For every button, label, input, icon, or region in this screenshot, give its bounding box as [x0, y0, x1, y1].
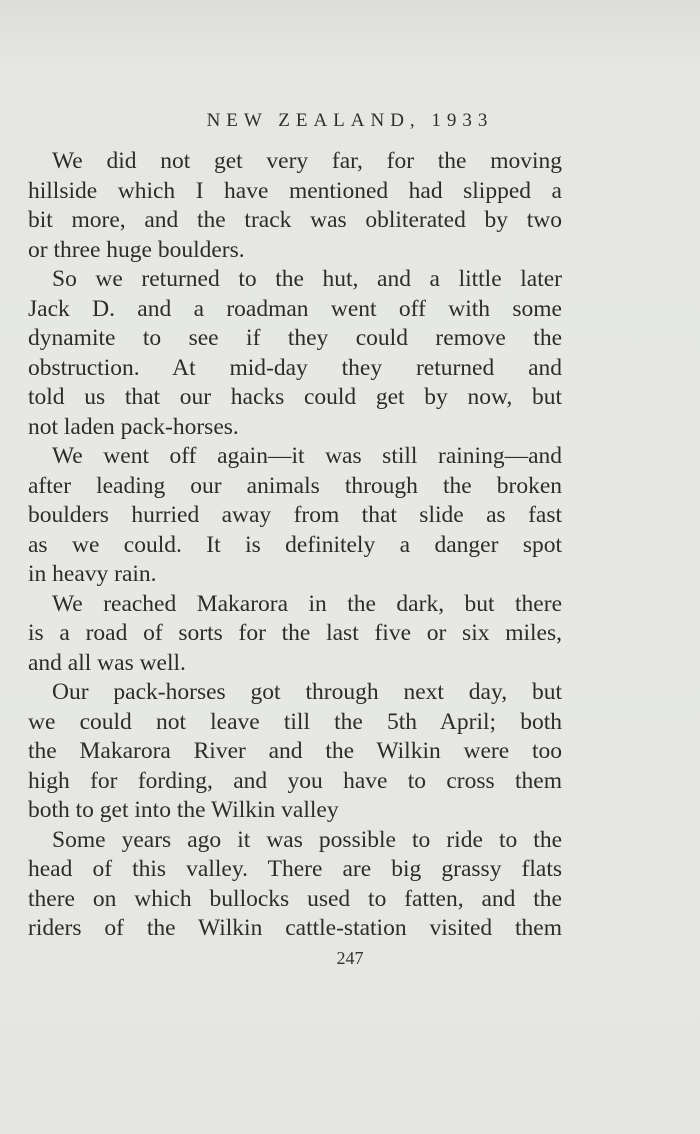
- text-line: as we could. It is definitely a danger spot: [28, 532, 562, 558]
- text-line: dynamite to see if they could remove the: [28, 325, 562, 351]
- text-line: we could not leave till the 5th April; both: [28, 709, 562, 735]
- text-line: both to get into the Wilkin valley: [28, 797, 339, 823]
- text-line: after leading our animals through the broken: [28, 473, 562, 499]
- text-line: We went off again—it was still raining—and: [52, 443, 562, 469]
- text-line: hillside which I have mentioned had slipped a: [28, 178, 562, 204]
- text-line: head of this valley. There are big grassy flats: [28, 856, 562, 882]
- text-line: not laden pack-horses.: [28, 414, 239, 440]
- text-line: bit more, and the track was obliterated by two: [28, 207, 562, 233]
- text-line: in heavy rain.: [28, 561, 157, 587]
- text-line: Jack D. and a roadman went off with some: [28, 296, 562, 322]
- text-line: So we returned to the hut, and a little later: [52, 266, 562, 292]
- text-line: there on which bullocks used to fatten, and the: [28, 886, 562, 912]
- page-number: 247: [336, 948, 364, 968]
- text-line: We did not get very far, for the moving: [52, 148, 562, 174]
- text-line: told us that our hacks could get by now, but: [28, 384, 562, 410]
- text-line: is a road of sorts for the last five or six miles,: [28, 620, 562, 646]
- text-line: Our pack-horses got through next day, but: [52, 679, 562, 705]
- running-header: NEW ZEALAND, 1933: [206, 110, 494, 131]
- text-line: high for fording, and you have to cross them: [28, 768, 562, 794]
- text-line: riders of the Wilkin cattle-station visited them: [28, 915, 562, 941]
- text-line: the Makarora River and the Wilkin were too: [28, 738, 562, 764]
- text-line: obstruction. At mid-day they returned and: [28, 355, 562, 381]
- text-line: We reached Makarora in the dark, but there: [52, 591, 562, 617]
- text-line: or three huge boulders.: [28, 237, 245, 263]
- text-line: Some years ago it was possible to ride to the: [52, 827, 562, 853]
- text-line: and all was well.: [28, 650, 186, 676]
- text-line: boulders hurried away from that slide as fast: [28, 502, 562, 528]
